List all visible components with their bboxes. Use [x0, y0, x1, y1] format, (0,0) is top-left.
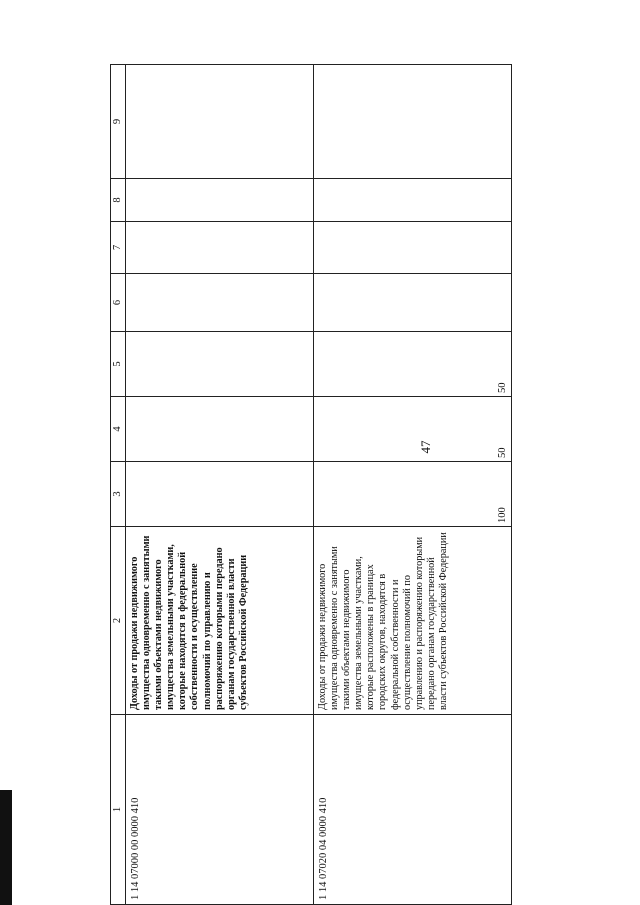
page-number: 47	[418, 440, 433, 454]
header-row	[111, 65, 126, 905]
value-cell-3	[126, 462, 314, 527]
name-cell: Доходы от продажи недвижимого имущества одновременно с занятыми такими объектами недвижимого имущества земельными участками, которые находятся в федеральной собственности и осуществление полномочий по управлению и распоряжению которыми передано органам государственной власти субъектов Российской Федерации	[126, 527, 314, 715]
scan-binding-edge	[0, 790, 12, 905]
value-cell-4	[126, 397, 314, 462]
header-cell: 7	[111, 222, 126, 274]
header-cell: 3	[111, 462, 126, 527]
header-cell: 6	[111, 274, 126, 332]
budget-table	[110, 64, 512, 905]
header-cell: 2	[111, 527, 126, 715]
header-cell: 9	[111, 65, 126, 179]
header-cell: 1	[111, 715, 126, 905]
code-cell: 1 14 07020 04 0000 410	[314, 715, 512, 905]
code-cell: 1 14 07000 00 0000 410	[126, 715, 314, 905]
table-row	[314, 65, 512, 905]
value-cell-4: 50	[314, 397, 512, 462]
name-cell: Доходы от продажи недвижимого имущества одновременно с занятыми такими объектами недвижимого имущества земельными участками, которые расположены в границах городских округов, находятся в федеральной собственности и осуществление полномочий по управлению и распоряжению которыми передано органам государственной власти субъектов Российской Федерации	[314, 527, 512, 715]
value-cell-7	[126, 222, 314, 274]
value-cell-8	[126, 179, 314, 222]
value-cell-8	[314, 179, 512, 222]
value-cell-6	[126, 274, 314, 332]
value-cell-6	[314, 274, 512, 332]
value-cell-5: 50	[314, 332, 512, 397]
value-cell-9	[314, 65, 512, 179]
value-cell-7	[314, 222, 512, 274]
value-cell-5	[126, 332, 314, 397]
header-cell: 4	[111, 397, 126, 462]
header-cell: 8	[111, 179, 126, 222]
header-cell: 5	[111, 332, 126, 397]
table-row	[126, 65, 314, 905]
rotated-table-wrapper	[110, 65, 510, 905]
value-cell-9	[126, 65, 314, 179]
value-cell-3: 100	[314, 462, 512, 527]
